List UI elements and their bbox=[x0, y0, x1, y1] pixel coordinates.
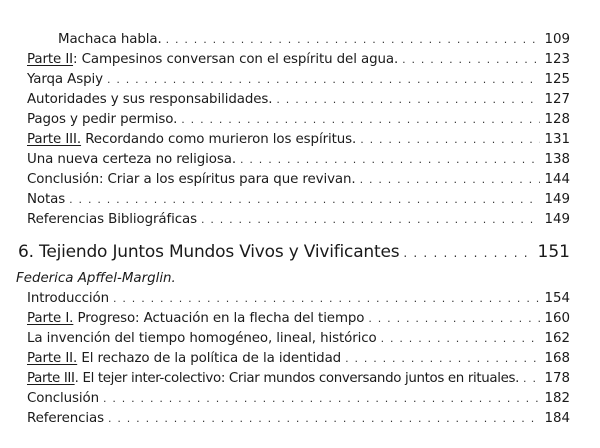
dot-leader bbox=[103, 392, 540, 405]
dot-leader bbox=[360, 173, 541, 186]
toc-entry bbox=[0, 172, 600, 192]
toc-page-number: 154 bbox=[544, 291, 570, 306]
toc-entry bbox=[0, 72, 600, 92]
toc-entry-title: Conclusión: Criar a los espíritus para que revivan. bbox=[27, 172, 356, 187]
toc-entry bbox=[0, 152, 600, 172]
toc-entry-title: Autoridades y sus responsabilidades. bbox=[27, 92, 273, 107]
toc-page-number: 123 bbox=[544, 52, 570, 67]
toc-entry-title: Pagos y pedir permiso. bbox=[27, 112, 178, 127]
dot-leader bbox=[403, 246, 533, 260]
dot-leader bbox=[381, 332, 541, 345]
toc-entry bbox=[0, 411, 600, 431]
toc-entry bbox=[0, 212, 600, 232]
toc-page-number: 160 bbox=[544, 311, 570, 326]
dot-leader bbox=[108, 412, 540, 425]
toc-part-label: Parte III. bbox=[27, 132, 82, 147]
toc-page-number: 138 bbox=[544, 152, 570, 167]
dot-leader bbox=[113, 292, 540, 305]
toc-entry bbox=[0, 132, 600, 152]
chapter-title: 6. Tejiendo Juntos Mundos Vivos y Vivificantes bbox=[18, 242, 400, 262]
toc-entry bbox=[0, 311, 600, 331]
toc-entry-title: Recordando como murieron los espíritus. bbox=[81, 132, 357, 147]
toc-entry-title: Conclusión bbox=[27, 391, 99, 406]
chapter-heading bbox=[0, 242, 600, 268]
chapter-page-number: 151 bbox=[537, 242, 570, 262]
toc-entry-title: Yarqa Aspiy bbox=[27, 72, 103, 87]
toc-page-number: 125 bbox=[544, 72, 570, 87]
toc-entry bbox=[0, 52, 600, 72]
dot-leader bbox=[240, 153, 540, 166]
dot-leader bbox=[69, 193, 540, 206]
dot-leader bbox=[276, 93, 540, 106]
dot-leader bbox=[360, 133, 540, 146]
dot-leader bbox=[201, 213, 540, 226]
toc-entry-title: Machaca habla. bbox=[58, 32, 162, 47]
toc-entry-title: Progreso: Actuación en la flecha del tiempo bbox=[73, 311, 365, 326]
toc-entry-title: Referencias Bibliográficas bbox=[27, 212, 197, 227]
toc-page-number: 149 bbox=[544, 212, 570, 227]
toc-part-label: Parte II bbox=[27, 52, 74, 67]
toc-part-label: Parte III bbox=[27, 371, 75, 386]
toc-entry-title: Una nueva certeza no religiosa. bbox=[27, 152, 237, 167]
toc-page-number: 128 bbox=[544, 112, 570, 127]
toc-entry bbox=[0, 92, 600, 112]
toc-entry bbox=[0, 371, 600, 391]
dot-leader bbox=[345, 352, 540, 365]
dot-leader bbox=[166, 33, 541, 46]
dot-leader bbox=[402, 53, 540, 66]
toc-entry bbox=[0, 351, 600, 371]
toc-page-number: 184 bbox=[544, 411, 570, 426]
dot-leader bbox=[181, 113, 540, 126]
toc-entry bbox=[0, 192, 600, 212]
toc-entry-title: Introducción bbox=[27, 291, 110, 306]
toc-page-number: 109 bbox=[544, 32, 570, 47]
toc-page-number: 178 bbox=[544, 371, 570, 386]
toc-entry-title: . El tejer inter-colectivo: Criar mundos conversando juntos en rituales. bbox=[74, 371, 520, 386]
chapter-author: Federica Apffel-Marglin. bbox=[16, 271, 176, 286]
toc-entry-title: Notas bbox=[27, 192, 66, 207]
dot-leader bbox=[368, 312, 540, 325]
toc-entry bbox=[0, 291, 600, 311]
toc-page-number: 182 bbox=[544, 391, 570, 406]
toc-entry-title: La invención del tiempo homogéneo, lineal, histórico bbox=[27, 331, 377, 346]
toc-part-label: Parte II. bbox=[27, 351, 78, 366]
toc-entry bbox=[0, 112, 600, 132]
toc-page-number: 162 bbox=[544, 331, 570, 346]
dot-leader bbox=[107, 73, 540, 86]
toc-entry bbox=[0, 331, 600, 351]
toc-page-number: 127 bbox=[544, 92, 570, 107]
toc-entry-title: El rechazo de la política de la identidad bbox=[77, 351, 342, 366]
toc-entry bbox=[0, 391, 600, 411]
toc-page-number: 144 bbox=[544, 172, 570, 187]
toc-entry bbox=[0, 32, 600, 52]
toc-entry-title: Referencias bbox=[27, 411, 104, 426]
dot-leader bbox=[523, 372, 540, 385]
toc-page-number: 168 bbox=[544, 351, 570, 366]
toc-entry-title: : Campesinos conversan con el espíritu del agua. bbox=[73, 52, 399, 67]
toc-page-number: 131 bbox=[544, 132, 570, 147]
toc-page-number: 149 bbox=[544, 192, 570, 207]
toc-part-label: Parte I. bbox=[27, 311, 74, 326]
